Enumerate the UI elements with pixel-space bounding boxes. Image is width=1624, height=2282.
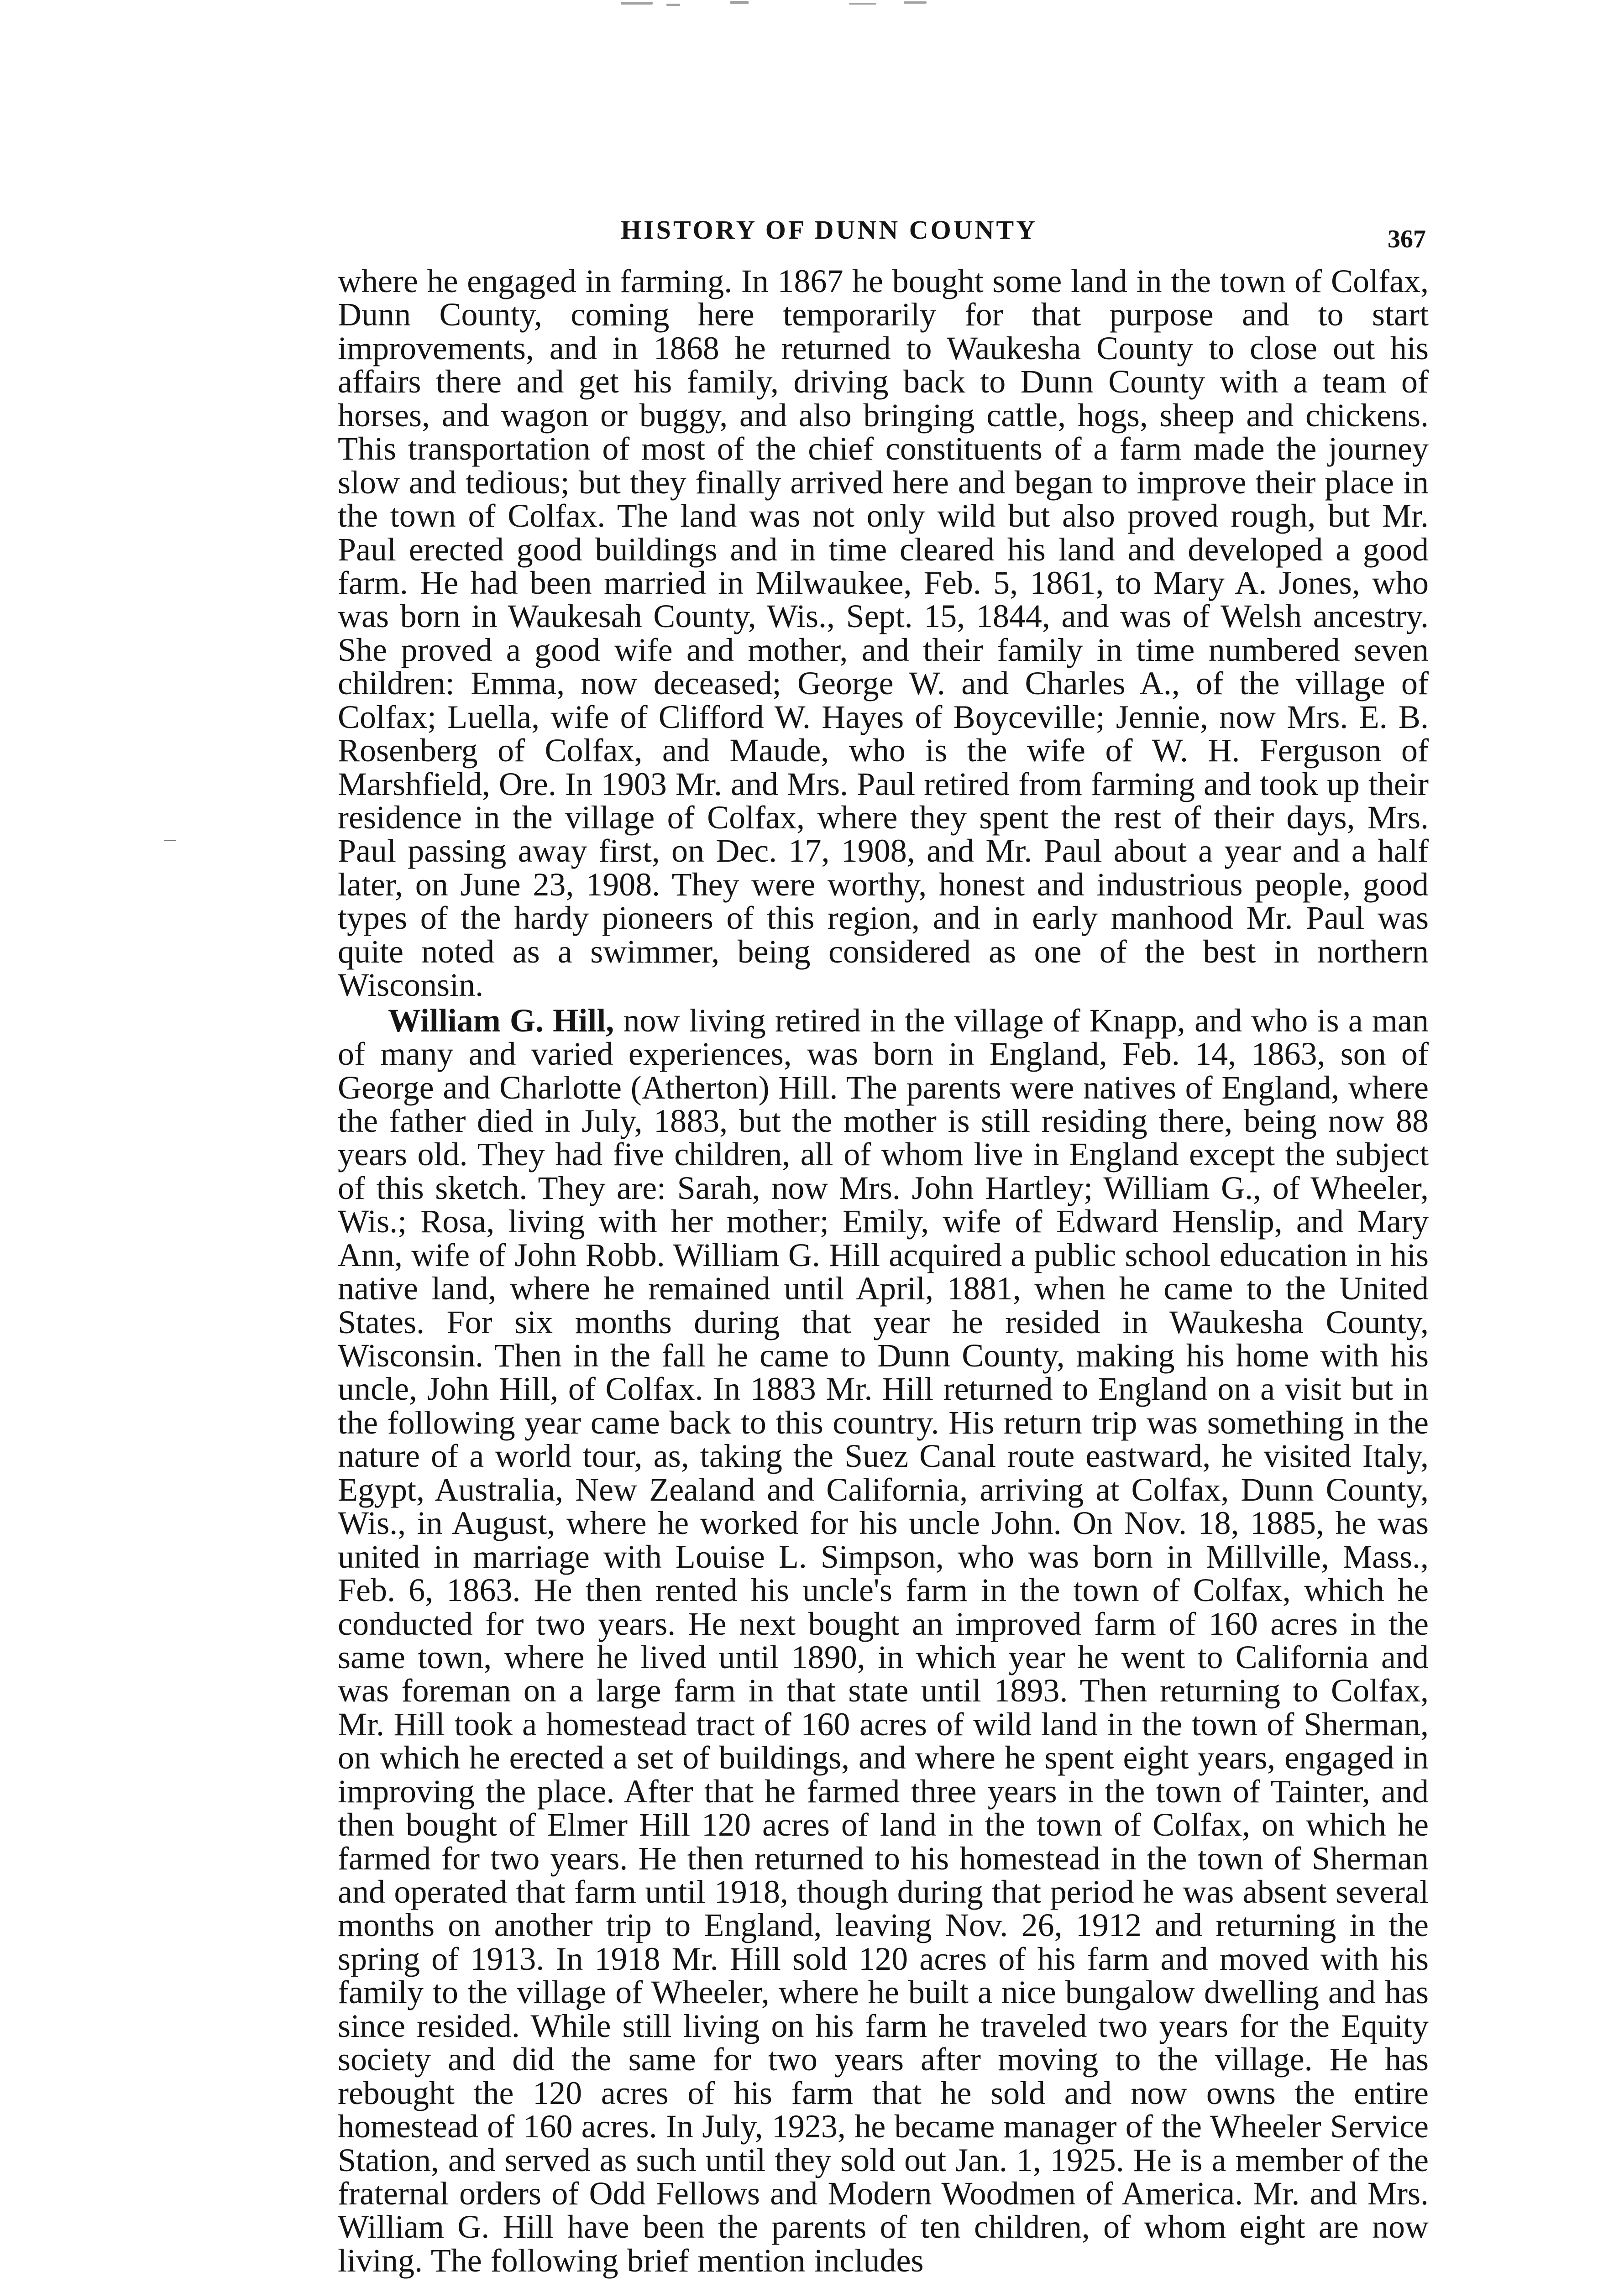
paragraph-text: where he engaged in farming. In 1867 he bought some land in the town of Colfax, Dunn County, coming here temporarily for that purpose and to start improvements, and in 1868 he returned to Waukesha County to close out his affairs there and get his family, driving back to Dunn County with a team of horses, and wagon or buggy, and also bringing cattle, hogs, sheep and chickens. This transportation of most of the chief constituents of a farm made the journey slow and tedious; but they finally arrived here and began to improve their place in the town of Colfax. The land was not only wild but also proved rough, but Mr. Paul erected good buildings and in time cleared his land and developed a good farm. He had been married in Milwaukee, Feb. 5, 1861, to Mary A. Jones, who was born in Waukesah County, Wis., Sept. 15, 1844, and was of Welsh ancestry. She proved a good wife and mother, and their family in time numbered seven children: Emma, now deceased; George W. and Charles A., of the village of Colfax; Luella, wife of Clifford W. Hayes of Boyceville; Jennie, now Mrs. E. B. Rosenberg of Colfax, and Maude, who is the wife of W. H. Ferguson of Marshfield, Ore. In 1903 Mr. and Mrs. Paul retired from farming and took up their residence in the village of Colfax, where they spent the rest of their days, Mrs. Paul passing away first, on Dec. 17, 1908, and Mr. Paul about a year and a half later, on June 23, 1908. They were worthy, honest and industrious people, good types of the hardy pioneers of this region, and in early manhood Mr. Paul was quite noted as a swimmer, being considered as one of the best in northern Wisconsin. [338, 263, 1429, 1004]
scan-specks [612, 0, 977, 18]
margin-mark [164, 840, 176, 841]
paragraph-text: now living retired in the village of Knapp, and who is a man of many and varied experiences, was born in England, Feb. 14, 1863, son of George and Charlotte (Atherton) Hill. The parents were natives of England, where the father died in July, 1883, but the mother is still residing there, being now 88 years old. They had five children, all of whom live in England except the subject of this sketch. They are: Sarah, now Mrs. John Hartley; William G., of Wheeler, Wis.; Rosa, living with her mother; Emily, wife of Edward Henslip, and Mary Ann, wife of John Robb. William G. Hill acquired a public school education in his native land, where he remained until April, 1881, when he came to the United States. For six months during that year he resided in Waukesha County, Wisconsin. Then in the fall he came to Dunn County, making his home with his uncle, John Hill, of Colfax. In 1883 Mr. Hill returned to England on a visit but in the following year came back to this country. His return trip was something in the nature of a world tour, as, taking the Suez Canal route eastward, he visited Italy, Egypt, Australia, New Zealand and California, arriving at Colfax, Dunn County, Wis., in August, where he worked for his uncle John. On Nov. 18, 1885, he was united in marriage with Louise L. Simpson, who was born in Millville, Mass., Feb. 6, 1863. He then rented his uncle's farm in the town of Colfax, which he conducted for two years. He next bought an improved farm of 160 acres in the same town, where he lived until 1890, in which year he went to California and was foreman on a large farm in that state until 1893. Then returning to Colfax, Mr. Hill took a homestead tract of 160 acres of wild land in the town of Sherman, on which he erected a set of buildings, and where he spent eight years, engaged in improving the place. After that he farmed three years in the town of Tainter, and then bought of Elmer Hill 120 acres of land in the town of Colfax, on which he farmed for two years. He then returned to his homestead in the town of Sherman and operated that farm until 1918, though during that period he was absent several months on another trip to England, leaving Nov. 26, 1912 and returning in the spring of 1913. In 1918 Mr. Hill sold 120 acres of his farm and moved with his family to the village of Wheeler, where he built a nice bungalow dwelling and has since resided. While still living on his farm he traveled two years for the Equity society and did the same for two years after moving to the village. He has rebought the 120 acres of his farm that he sold and now owns the entire homestead of 160 acres. In July, 1923, he became manager of the Wheeler Service Station, and served as such until they sold out Jan. 1, 1925. He is a member of the fraternal orders of Odd Fellows and Modern Woodmen of America. Mr. and Mrs. William G. Hill have been the parents of ten children, of whom eight are now living. The following brief mention includes [338, 1002, 1429, 2279]
body-text [338, 265, 1429, 2277]
running-head: HISTORY OF DUNN COUNTY [621, 215, 1038, 245]
paragraph [338, 1004, 1429, 2278]
paragraph [338, 265, 1429, 1002]
page-number: 367 [1388, 225, 1426, 253]
biography-subject-name: William G. Hill, [388, 1002, 614, 1039]
